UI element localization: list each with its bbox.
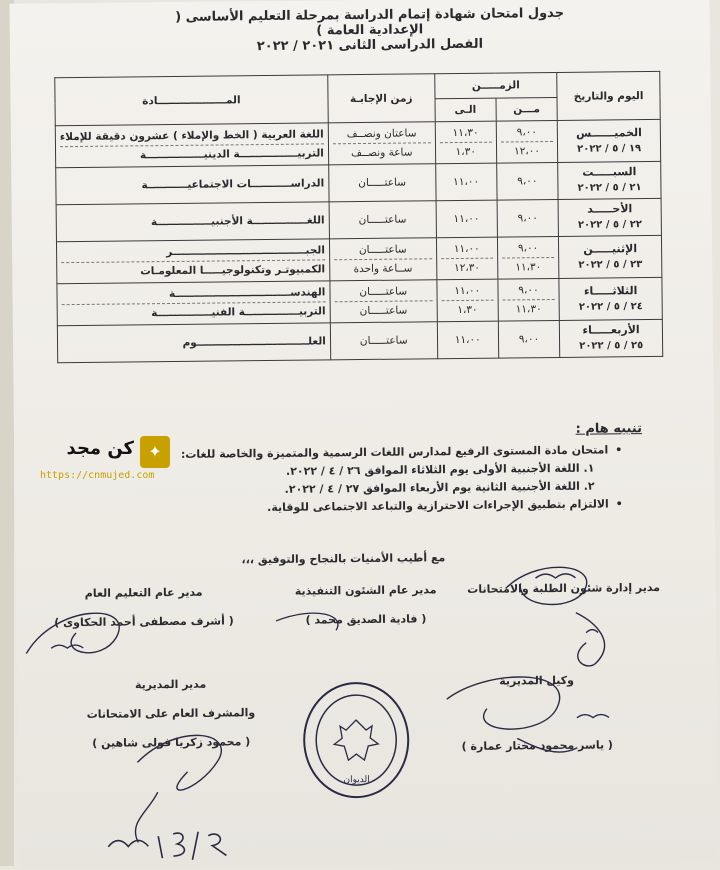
signature-title-2: والمشرف العام على الامتحانات [86, 706, 256, 721]
time-to-cell [436, 200, 498, 238]
watermark-brand: كن مجد [66, 438, 134, 459]
duration-value: ساعتـــــان [358, 243, 407, 257]
day-date-cell [559, 277, 662, 320]
subject-cell [56, 239, 329, 284]
duration-value: ساعتـــــان [334, 300, 432, 320]
signature-title: مدير المديرية [134, 677, 207, 692]
schedule-row [56, 235, 661, 283]
time-from-cell [498, 320, 560, 358]
to-value: ١١،٠٠ [453, 175, 480, 189]
wishes-text: مع أطيب الأمنيات بالنجاح والتوفيق ،،، [241, 551, 446, 567]
header-from: مـــن [496, 97, 558, 121]
day-name: السبـــــت [582, 165, 637, 179]
subject-value: الهندســــــــــــــــــــــــــــــــة [168, 286, 326, 301]
signature-title: مدير إدارة شئون الطلبة والامتحانات [467, 580, 661, 596]
from-value: ٩،٠٠ [517, 175, 538, 188]
to-value: ١١،٣٠ [452, 126, 479, 140]
header-time: الزمـــــن [434, 72, 557, 98]
day-date-cell [560, 319, 663, 357]
day-date-cell [558, 198, 661, 236]
from-value: ٩،٠٠ [516, 126, 538, 139]
schedule-row [57, 319, 662, 362]
day-date-cell [558, 161, 661, 199]
handwritten-date [98, 825, 298, 865]
subject-value: الدراســـــــــــات الاجتماعيـــــــــــة [141, 177, 325, 192]
schedule-row [56, 161, 661, 204]
day-name: الأحـــــد [587, 202, 633, 216]
notice-item: • امتحان مادة المستوى الرفيع لمدارس اللغات الرسمية والمتميزة والخاصة للغات: [62, 441, 622, 465]
document-semester: الفصل الدراسى الثانى ٢٠٢١ / ٢٠٢٢ [256, 36, 484, 55]
exam-schedule-document [9, 0, 718, 870]
subject-cell [56, 202, 329, 242]
duration-cell [329, 238, 436, 281]
from-value: ١١،٣٠ [502, 257, 555, 277]
subject-cell [57, 323, 330, 363]
to-value: ١٢،٣٠ [441, 258, 493, 278]
exam-date: ٢٢ / ٥ / ٢٠٢٢ [577, 219, 642, 231]
subject-cell [55, 123, 328, 168]
to-value: ١١،٠٠ [453, 242, 480, 256]
header-duration: زمن الإجابـة [328, 74, 435, 123]
schedule-row [57, 277, 662, 325]
time-to-cell [436, 237, 498, 280]
from-value: ٩،٠٠ [517, 242, 539, 255]
time-from-cell [498, 278, 560, 321]
watermark-url: https://cnmujed.com [40, 470, 155, 481]
from-value: ١١،٣٠ [502, 299, 555, 319]
eagle-logo-icon: ✦ [140, 436, 170, 468]
exam-date: ٢١ / ٥ / ٢٠٢٢ [577, 182, 642, 194]
site-watermark [40, 436, 170, 486]
from-value: ١٢،٠٠ [501, 141, 554, 161]
exam-schedule-table [54, 71, 663, 363]
signature-title: مدير عام التعليم العام [84, 585, 203, 600]
duration-value: ساعتـــــان [359, 285, 408, 299]
subject-value: اللغـــــــــــــــة الأجنبيـــــــــــــــة [150, 214, 325, 229]
day-name: الأربعـــــاء [582, 323, 640, 337]
document-title: جدول امتحان شهادة إتمام الدراسة بمرحلة التعليم الأساسى ( الإعدادية العامة ) [175, 5, 565, 39]
exam-date: ٢٥ / ٥ / ٢٠٢٢ [579, 340, 644, 352]
from-value: ٩،٠٠ [518, 284, 539, 297]
time-to-cell [435, 121, 497, 164]
to-value: ١،٣٠ [440, 142, 492, 162]
signature-title: مدير عام الشئون التنفيذية [294, 583, 437, 598]
to-value: ١١،٠٠ [454, 333, 481, 347]
day-date-cell [557, 119, 660, 162]
duration-value: ساعتـــــان [358, 176, 407, 190]
signature-name: ( أشرف مصطفى أحمد الحكاوى ) [54, 614, 234, 630]
header-subject: المـــــــــــــــــــادة [55, 75, 328, 126]
official-seal [301, 680, 412, 801]
signature-title: وكيل المديرية [499, 673, 575, 688]
to-value: ١،٣٠ [441, 300, 493, 320]
exam-date: ٢٤ / ٥ / ٢٠٢٢ [578, 300, 643, 313]
duration-value: ســاعة واحدة [334, 258, 432, 278]
time-from-cell [497, 162, 559, 200]
subject-value: الكمبيوتـر وتكنولوجيـــــا المعلومـات [61, 259, 325, 281]
day-name: الخميــــــس [575, 125, 642, 140]
from-value: ٩،٠٠ [518, 333, 540, 346]
notice-subitem: ٢. اللغة الأجنبية الثانية يوم الأربعاء الموافق ٢٧ / ٤ / ٢٠٢٢. [284, 479, 595, 496]
notice-item: • الالتزام بتطبيق الإجراءات الاحترازية والتباعد الاجتماعى للوقاية. [63, 495, 623, 519]
subject-value: العلـــــــــــــــــــــــــــــــوم [182, 335, 326, 349]
subject-value: الجبـــــــــــــــــــــــــــــــــــــر [166, 244, 325, 259]
day-name: الإثنيـــــن [583, 241, 638, 256]
exam-date: ٢٣ / ٥ / ٢٠٢٢ [578, 258, 643, 271]
to-value: ١١،٠٠ [454, 284, 481, 298]
seal-text: الديوان [343, 774, 370, 786]
to-value: ١١،٠٠ [453, 212, 480, 226]
duration-cell [330, 280, 437, 323]
time-from-cell [497, 236, 559, 279]
signature-name: ( فادية الصديق محمد ) [305, 612, 427, 627]
day-date-cell [559, 235, 662, 278]
time-from-cell [496, 120, 558, 163]
signature-name: ( محمود زكريا فولى شاهين ) [92, 735, 251, 750]
header-day-date: اليوم والتاريخ [557, 71, 660, 120]
subject-value: التربيـــــــــــــــة الفنيـــــــــــــــة [62, 301, 326, 323]
duration-cell [329, 201, 436, 239]
duration-cell [329, 164, 436, 202]
from-value: ٩،٠٠ [517, 212, 538, 225]
time-to-cell [435, 163, 497, 201]
subject-value: اللغة العربية ( الخط والإملاء ) عشرون دقيقة للإملاء [59, 128, 324, 144]
subject-cell [57, 281, 330, 326]
notice-title: تنبيه هام : [575, 421, 643, 437]
duration-value: ساعتـــــان [358, 213, 407, 227]
duration-cell [330, 322, 437, 360]
time-to-cell [437, 321, 499, 359]
duration-cell [328, 122, 435, 165]
subject-value: التربيــــــــــــــــة الدينيــــــــــــــــة [60, 143, 324, 165]
signature-name: ( ياسر محمود مختار عمارة ) [461, 738, 614, 753]
day-name: الثلاثـــــاء [583, 283, 638, 298]
header-to: الـى [435, 98, 496, 122]
duration-value: ساعتان ونصــف [346, 127, 417, 141]
subject-cell [56, 165, 329, 205]
schedule-row [56, 198, 661, 241]
time-to-cell [437, 279, 499, 322]
duration-value: ساعتـــــان [359, 334, 408, 348]
time-from-cell [497, 199, 559, 237]
duration-value: ساعة ونصــف [333, 142, 431, 162]
notice-subitem: ١. اللغة الأجنبية الأولى يوم الثلاثاء الموافق ٢٦ / ٤ / ٢٠٢٢. [285, 461, 595, 478]
schedule-row [55, 119, 660, 167]
exam-date: ١٩ / ٥ / ٢٠٢٢ [577, 142, 642, 155]
